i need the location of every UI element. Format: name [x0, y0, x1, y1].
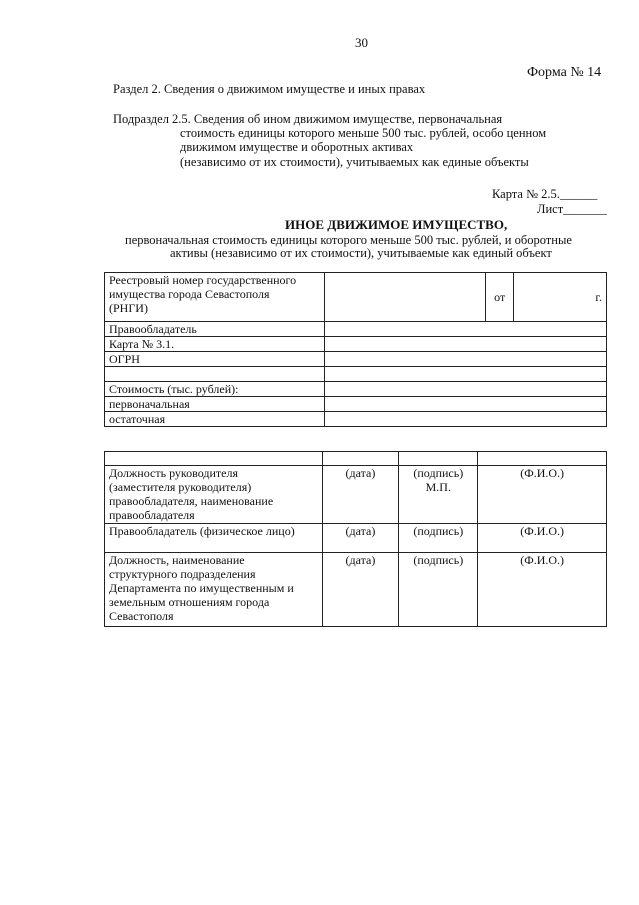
ogrn-label: ОГРН — [105, 352, 325, 367]
subsection-line: (независимо от их стоимости), учитываемых как единые объекты — [180, 155, 529, 169]
section-heading: Раздел 2. Сведения о движимом имуществе и иных правах — [113, 82, 426, 96]
header-cell — [105, 452, 323, 466]
residual-cost-value — [324, 412, 606, 427]
full-name-label: (Ф.И.О.) — [478, 466, 607, 524]
cost-value — [324, 382, 606, 397]
signature-table — [104, 451, 607, 627]
date-label: (дата) — [322, 466, 399, 524]
full-name-label: (Ф.И.О.) — [478, 524, 607, 553]
form-label: Форма № 14 — [527, 65, 602, 80]
subsection-line: стоимость единицы которого меньше 500 тыс. рублей, особо ценном — [180, 126, 547, 140]
department-position-label: Должность, наименование структурного подразделения Департамента по имущественным и земельным отношениям города Севастополя — [105, 553, 323, 627]
card-31-value — [324, 337, 606, 352]
initial-cost-value — [324, 397, 606, 412]
registry-number-label: Реестровый номер государственного имущества города Севастополя (РНГИ) — [105, 273, 325, 322]
subsection-line: движимом имуществе и оборотных активах — [180, 140, 414, 154]
subsection-line: Подраздел 2.5. Сведения об ином движимом имуществе, первоначальная — [113, 112, 503, 126]
signature-label: (подпись) — [399, 524, 478, 553]
holder-label: Правообладатель — [105, 322, 325, 337]
date-label: (дата) — [322, 553, 399, 627]
from-label: от — [486, 273, 514, 322]
signature-label: (подпись) М.П. — [399, 466, 478, 524]
subtitle-line: активы (независимо от их стоимости), учитываемые как единый объект — [170, 246, 552, 260]
header-cell — [478, 452, 607, 466]
sheet-number: Лист_______ — [537, 202, 607, 216]
date-label: (дата) — [322, 524, 399, 553]
manager-position-label: Должность руководителя (заместителя руководителя) правообладателя, наименование правообладателя — [105, 466, 323, 524]
card-31-label: Карта № 3.1. — [105, 337, 325, 352]
blank-label — [105, 367, 325, 382]
seal-label: М.П. — [425, 480, 451, 494]
initial-cost-label: первоначальная — [105, 397, 325, 412]
year-label: г. — [514, 273, 607, 322]
holder-value — [324, 322, 606, 337]
ogrn-value — [324, 352, 606, 367]
subtitle-line: первоначальная стоимость единицы которого меньше 500 тыс. рублей, и оборотные — [125, 233, 572, 247]
registry-table — [104, 272, 607, 427]
signature-label: (подпись) — [399, 553, 478, 627]
residual-cost-label: остаточная — [105, 412, 325, 427]
cost-label: Стоимость (тыс. рублей): — [105, 382, 325, 397]
header-cell — [322, 452, 399, 466]
header-cell — [399, 452, 478, 466]
individual-holder-label: Правообладатель (физическое лицо) — [105, 524, 323, 553]
full-name-label: (Ф.И.О.) — [478, 553, 607, 627]
document-title: ИНОЕ ДВИЖИМОЕ ИМУЩЕСТВО, — [285, 217, 508, 232]
blank-value — [324, 367, 606, 382]
card-number: Карта № 2.5.______ — [492, 187, 598, 201]
registry-number-value — [324, 273, 486, 322]
page-number: 30 — [355, 35, 368, 50]
